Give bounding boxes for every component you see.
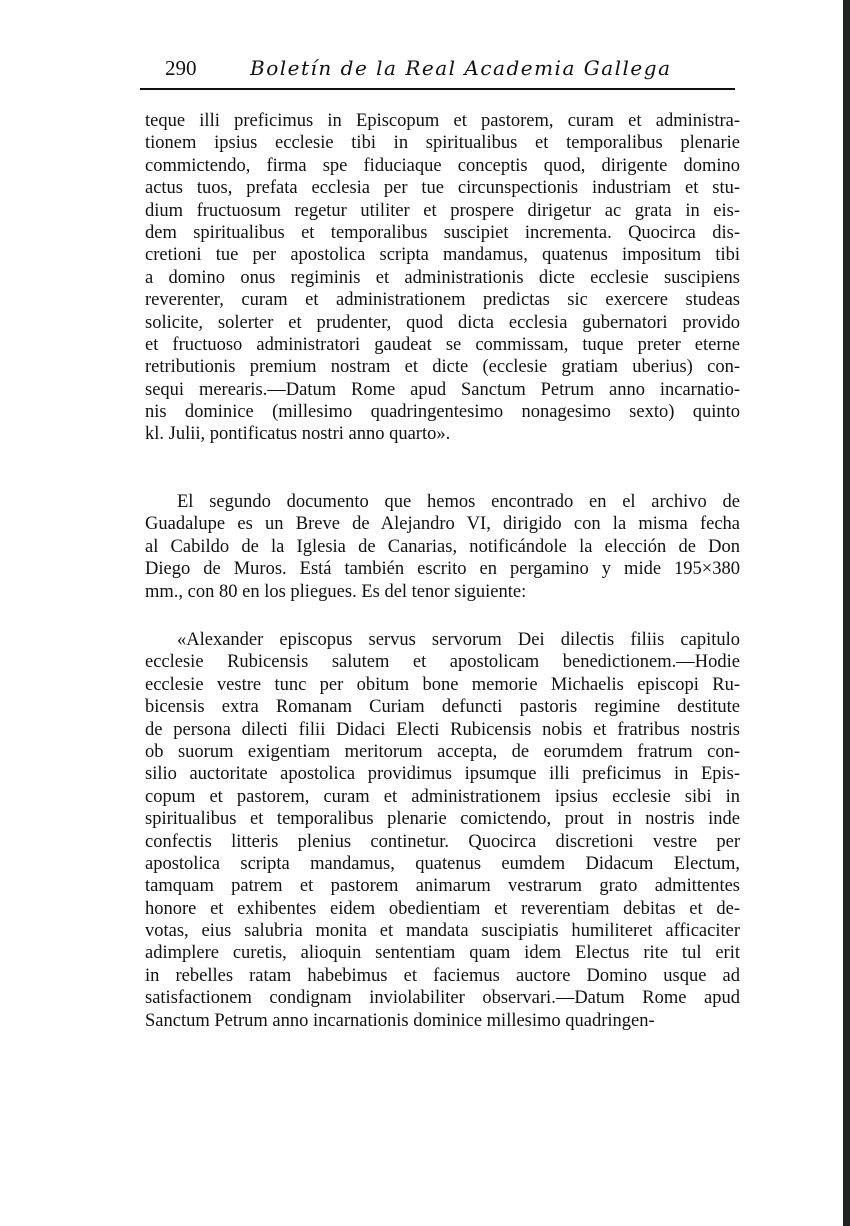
text-line: bicensis extra Romanam Curiam defuncti pastoris regimine destitute (145, 697, 740, 718)
text-line: spiritualibus et temporalibus plenarie comictendo, prout in nostris inde (145, 809, 740, 830)
text-line: Diego de Muros. Está también escrito en pergamino y mide 195×380 (145, 559, 740, 580)
text-line: dem spiritualibus et temporalibus suscipiet incrementa. Quocirca dis- (145, 222, 740, 243)
text-line: al Cabildo de la Iglesia de Canarias, notificándole la elección de Don (145, 536, 740, 557)
text-line: Guadalupe es un Breve de Alejandro VI, dirigido con la misma fecha (145, 514, 740, 535)
text-line: ecclesie Rubicensis salutem et apostolicam benedictionem.—Hodie (145, 652, 740, 673)
scan-edge (843, 0, 850, 1226)
text-line: apostolica scripta mandamus, quatenus eumdem Didacum Electum, (145, 853, 740, 874)
text-line: copum et pastorem, curam et administrationem ipsius ecclesie sibi in (145, 786, 740, 807)
text-line: silio auctoritate apostolica providimus ipsumque illi preficimus in Epis- (145, 764, 740, 785)
text-line: El segundo documento que hemos encontrado en el archivo de (177, 492, 740, 512)
paragraph-second-document (145, 491, 740, 603)
text-line: confectis litteris plenius continetur. Quocirca discretioni vestre per (145, 831, 740, 852)
text-line: cretioni tue per apostolica scripta mandamus, quatenus impositum tibi (145, 245, 740, 266)
text-line: et fructuoso administratori gaudeat se commissam, tuque preter eterne (145, 334, 740, 355)
text-line: ob suorum exigentiam meritorum accepta, de eorumdem fratrum con- (145, 741, 740, 762)
running-header (165, 56, 735, 84)
text-line: teque illi preficimus in Episcopum et pastorem, curam et administra- (145, 111, 740, 131)
text-line: dium fructuosum regetur utiliter et prospere dirigetur ac grata in eis- (145, 200, 740, 221)
text-line: de persona dilecti filii Didaci Electi Rubicensis nobis et fratribus nostris (145, 719, 740, 740)
text-line: reverenter, curam et administrationem predictas sic exercere studeas (145, 290, 740, 311)
text-line: honore et exhibentes eidem obedientiam et reverentiam debitas et de- (145, 898, 740, 919)
text-line: kl. Julii, pontificatus nostri anno quarto». (145, 424, 451, 445)
page-number: 290 (165, 56, 197, 80)
text-line: satisfactionem condignam inviolabiliter observari.—Datum Rome apud (145, 988, 740, 1009)
text-line: a domino onus regiminis et administrationis dicte ecclesie suscipiens (145, 267, 740, 288)
paragraph-continued-bull (145, 110, 740, 446)
text-line: in rebelles ratam habebimus et faciemus auctore Domino usque ad (145, 965, 740, 986)
text-line: sequi merearis.—Datum Rome apud Sanctum Petrum anno incarnatio- (145, 379, 740, 400)
text-line: adimplere curetis, alioquin sententiam quam idem Electus rite tul erit (145, 943, 740, 964)
text-line: solicite, solerter et prudenter, quod dicta ecclesia gubernatori provido (145, 312, 740, 333)
header-rule (140, 88, 735, 90)
text-line: commictendo, firma spe fiduciaque conceptis quod, dirigente domino (145, 155, 740, 176)
text-line: Sanctum Petrum anno incarnationis dominice millesimo quadringen- (145, 1010, 655, 1031)
journal-title: Boletín de la Real Academia Gallega (250, 56, 672, 80)
text-line: ecclesie vestre tunc per obitum bone memorie Michaelis episcopi Ru- (145, 674, 740, 695)
text-line: «Alexander episcopus servus servorum Dei dilectis filiis capitulo (177, 630, 740, 650)
text-line: actus tuos, prefata ecclesia per tue circunspectionis industriam et stu- (145, 178, 740, 199)
text-line: retributionis premium nostram et dicte (ecclesie gratiam uberius) con- (145, 357, 740, 378)
text-line: nis dominice (millesimo quadringentesimo nonagesimo sexto) quinto (145, 402, 740, 423)
text-line: votas, eius salubria monita et mandata suscipiatis humiliteret afficaciter (145, 921, 740, 942)
text-line: mm., con 80 en los pliegues. Es del tenor siguiente: (145, 581, 527, 602)
paragraph-alexander-breve (145, 629, 740, 1032)
text-line: tionem ipsius ecclesie tibi in spiritualibus et temporalibus plenarie (145, 133, 740, 154)
text-line: tamquam patrem et pastorem animarum vestrarum grato admittentes (145, 876, 740, 897)
